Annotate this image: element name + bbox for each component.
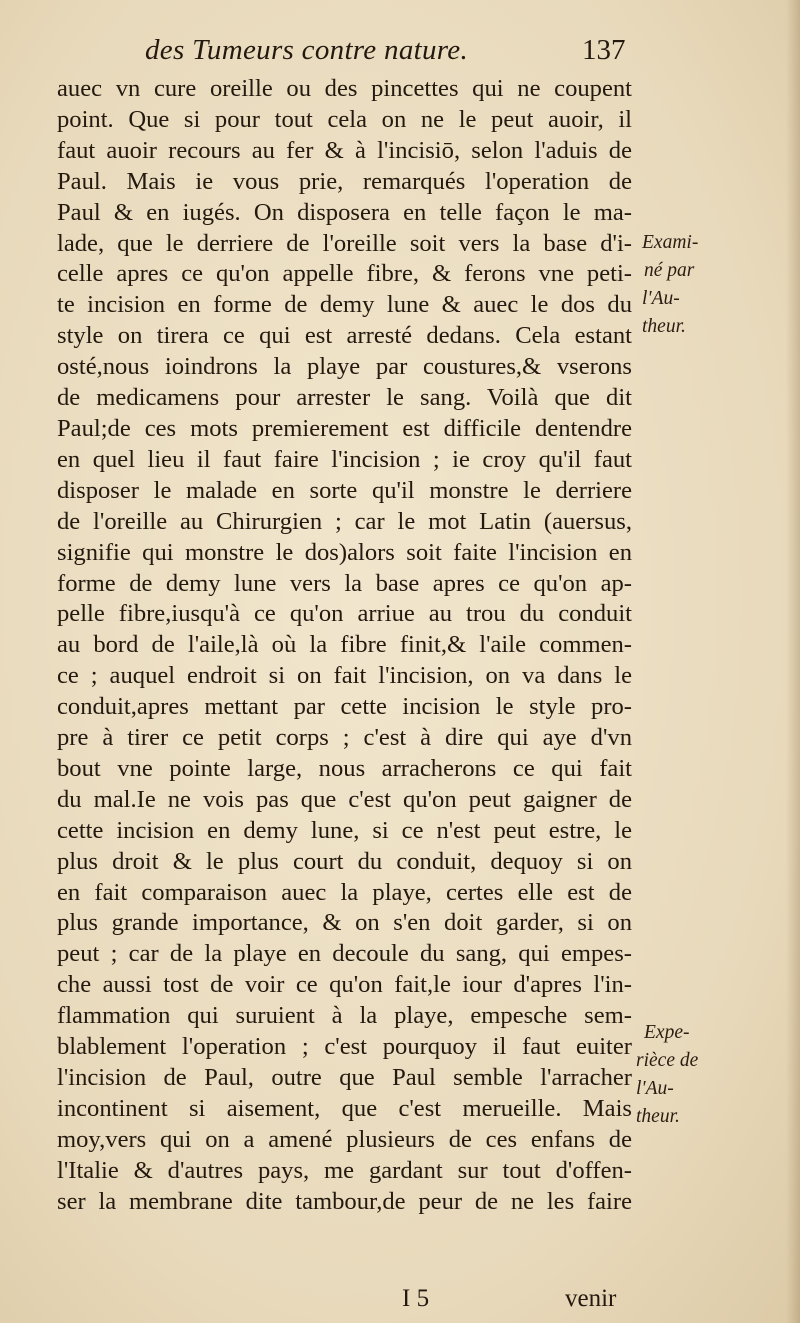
text-line: che aussi tost de voir ce qu'on fait,le iour d'apres l'in- — [57, 971, 632, 999]
margin-note-line: l'Au- — [642, 288, 680, 309]
text-line: cette incision en demy lune, si ce n'est peut estre, le — [57, 816, 632, 844]
text-line: forme de demy lune vers la base apres ce qu'on ap- — [57, 569, 632, 597]
text-line: pre à tirer ce petit corps ; c'est à dire qui aye d'vn — [57, 724, 632, 752]
page-edge-shadow — [786, 0, 800, 1323]
text-line: disposer le malade en sorte qu'il monstre le derriere — [57, 476, 632, 504]
text-line: conduit,apres mettant par cette incision le style pro- — [57, 693, 632, 721]
text-line: du mal.Ie ne vois pas que c'est qu'on peut gaigner de — [57, 785, 632, 813]
text-line: faut auoir recours au fer & à l'incisiō, selon l'aduis de — [57, 136, 632, 164]
text-line: plus droit & le plus court du conduit, dequoy si on — [57, 847, 632, 875]
text-line: peut ; car de la playe en decoule du sang, qui empes- — [57, 940, 632, 968]
text-line: Paul. Mais ie vous prie, remarqués l'operation de — [57, 167, 632, 195]
text-line: plus grande importance, & on s'en doit garder, si on — [57, 909, 632, 937]
text-line: incontinent si aisement, que c'est merueille. Mais — [57, 1094, 632, 1122]
text-line: pelle fibre,iusqu'à ce qu'on arriue au trou du conduit — [57, 600, 632, 628]
text-line: de l'oreille au Chirurgien ; car le mot Latin (auersus, — [57, 507, 632, 535]
text-line: te incision en forme de demy lune & auec le dos du — [57, 291, 632, 319]
text-line: l'Italie & d'autres pays, me gardant sur tout d'offen- — [57, 1156, 632, 1184]
margin-note-line: theur. — [636, 1106, 680, 1127]
margin-note-line: Expe- — [644, 1022, 690, 1043]
text-line: lade, que le derriere de l'oreille soit vers la base d'i- — [57, 229, 632, 257]
margin-note — [642, 229, 732, 341]
text-line: celle apres ce qu'on appelle fibre, & ferons vne peti- — [57, 260, 632, 288]
margin-note-line: l'Au- — [636, 1078, 674, 1099]
signature-mark: I 5 — [402, 1285, 430, 1312]
text-line: de medicamens pour arrester le sang. Voilà que dit — [57, 384, 632, 412]
text-line: ce ; auquel endroit si on fait l'incision, on va dans le — [57, 662, 632, 690]
text-line: osté,nous ioindrons la playe par coustures,& vserons — [57, 353, 632, 381]
text-line: en fait comparaison auec la playe, certes elle est de — [57, 878, 632, 906]
text-line: l'incision de Paul, outre que Paul semble l'arracher — [57, 1064, 632, 1091]
catchword: venir — [565, 1285, 617, 1312]
text-line: point. Que si pour tout cela on ne le peut auoir, il — [57, 105, 632, 133]
margin-note-line: theur. — [642, 316, 686, 337]
text-line: auec vn cure oreille ou des pincettes qui ne coupent — [57, 75, 632, 102]
page-number: 137 — [582, 34, 626, 66]
text-line: flammation qui suruient à la playe, empesche sem- — [57, 1002, 632, 1030]
page-header — [0, 34, 800, 74]
text-line: en quel lieu il faut faire l'incision ; ie croy qu'il faut — [57, 445, 632, 473]
margin-note-line: rièce de — [636, 1050, 699, 1071]
margin-note-line: né par — [644, 260, 695, 281]
text-line: ser la membrane dite tambour,de peur de ne les faire — [57, 1187, 632, 1215]
running-title: des Tumeurs contre nature. — [145, 34, 469, 66]
margin-note-line: Exami- — [642, 232, 699, 253]
text-line: blablement l'operation ; c'est pourquoy il faut euiter — [57, 1033, 632, 1061]
page-footer — [0, 1285, 800, 1321]
text-line: au bord de l'aile,là où la fibre finit,& l'aile commen- — [57, 631, 632, 659]
text-line: style on tirera ce qui est arresté dedans. Cela estant — [57, 322, 632, 350]
text-line: bout vne pointe large, nous arracherons ce qui fait — [57, 754, 632, 782]
text-line: moy,vers qui on a amené plusieurs de ces enfans de — [57, 1125, 632, 1153]
margin-note — [636, 1019, 726, 1131]
text-line: Paul & en iugés. On disposera en telle façon le ma- — [57, 198, 632, 226]
body-text — [57, 74, 632, 1218]
text-line: Paul;de ces mots premierement est difficile dentendre — [57, 414, 632, 442]
text-line: signifie qui monstre le dos)alors soit faite l'incision en — [57, 538, 632, 566]
